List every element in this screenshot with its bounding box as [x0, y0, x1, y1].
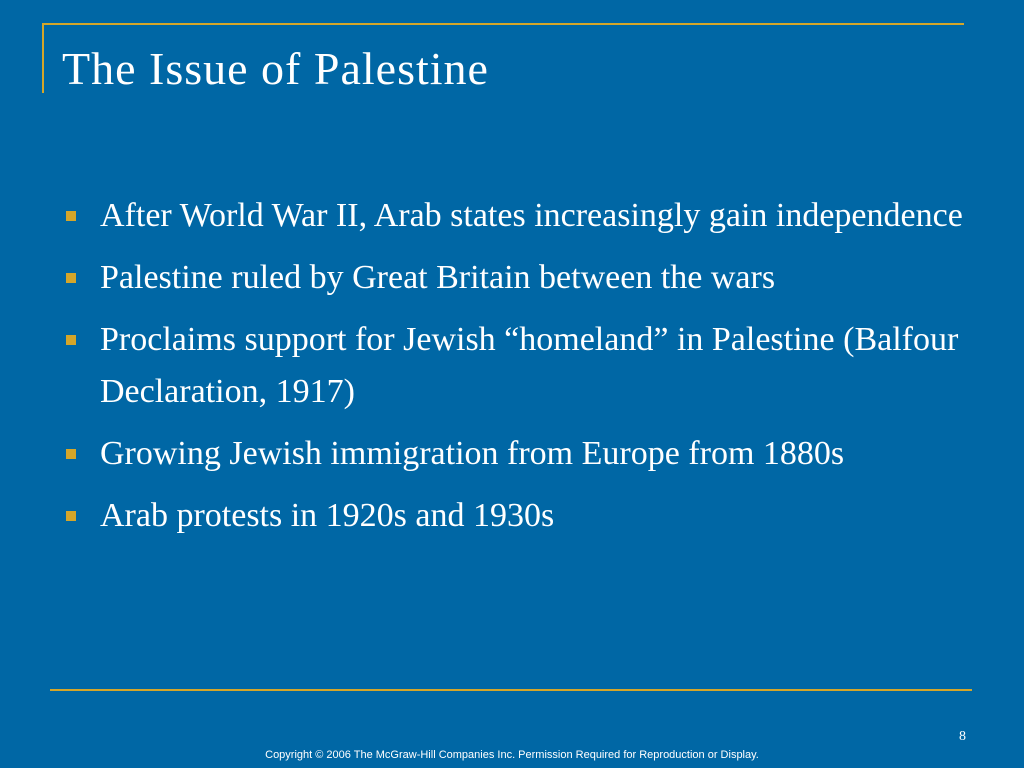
- bullet-item: [64, 190, 964, 242]
- bullet-item: [64, 428, 964, 480]
- bullet-item: [64, 314, 964, 418]
- bullet-text: Palestine ruled by Great Britain between the wars: [100, 259, 776, 296]
- square-bullet-icon: [66, 211, 76, 221]
- page-number: 8: [959, 729, 966, 744]
- frame-top-rule: [42, 23, 964, 25]
- footer-rule: [50, 689, 972, 691]
- bullet-item: [64, 252, 964, 304]
- bullet-text: Arab protests in 1920s and 1930s: [100, 497, 555, 534]
- bullet-text: Proclaims support for Jewish “homeland” in Palestine (Balfour Declaration, 1917): [100, 321, 959, 410]
- frame-left-rule: [42, 23, 44, 93]
- square-bullet-icon: [66, 273, 76, 283]
- copyright-notice: Copyright © 2006 The McGraw-Hill Companies Inc. Permission Required for Reproduction or Display.: [265, 749, 759, 761]
- bullet-item: [64, 490, 964, 542]
- bullet-text: Growing Jewish immigration from Europe from 1880s: [100, 435, 845, 472]
- square-bullet-icon: [66, 449, 76, 459]
- slide-title: The Issue of Palestine: [62, 43, 489, 94]
- bullet-list: [64, 190, 964, 552]
- bullet-text: After World War II, Arab states increasingly gain independence: [100, 197, 963, 234]
- square-bullet-icon: [66, 511, 76, 521]
- square-bullet-icon: [66, 335, 76, 345]
